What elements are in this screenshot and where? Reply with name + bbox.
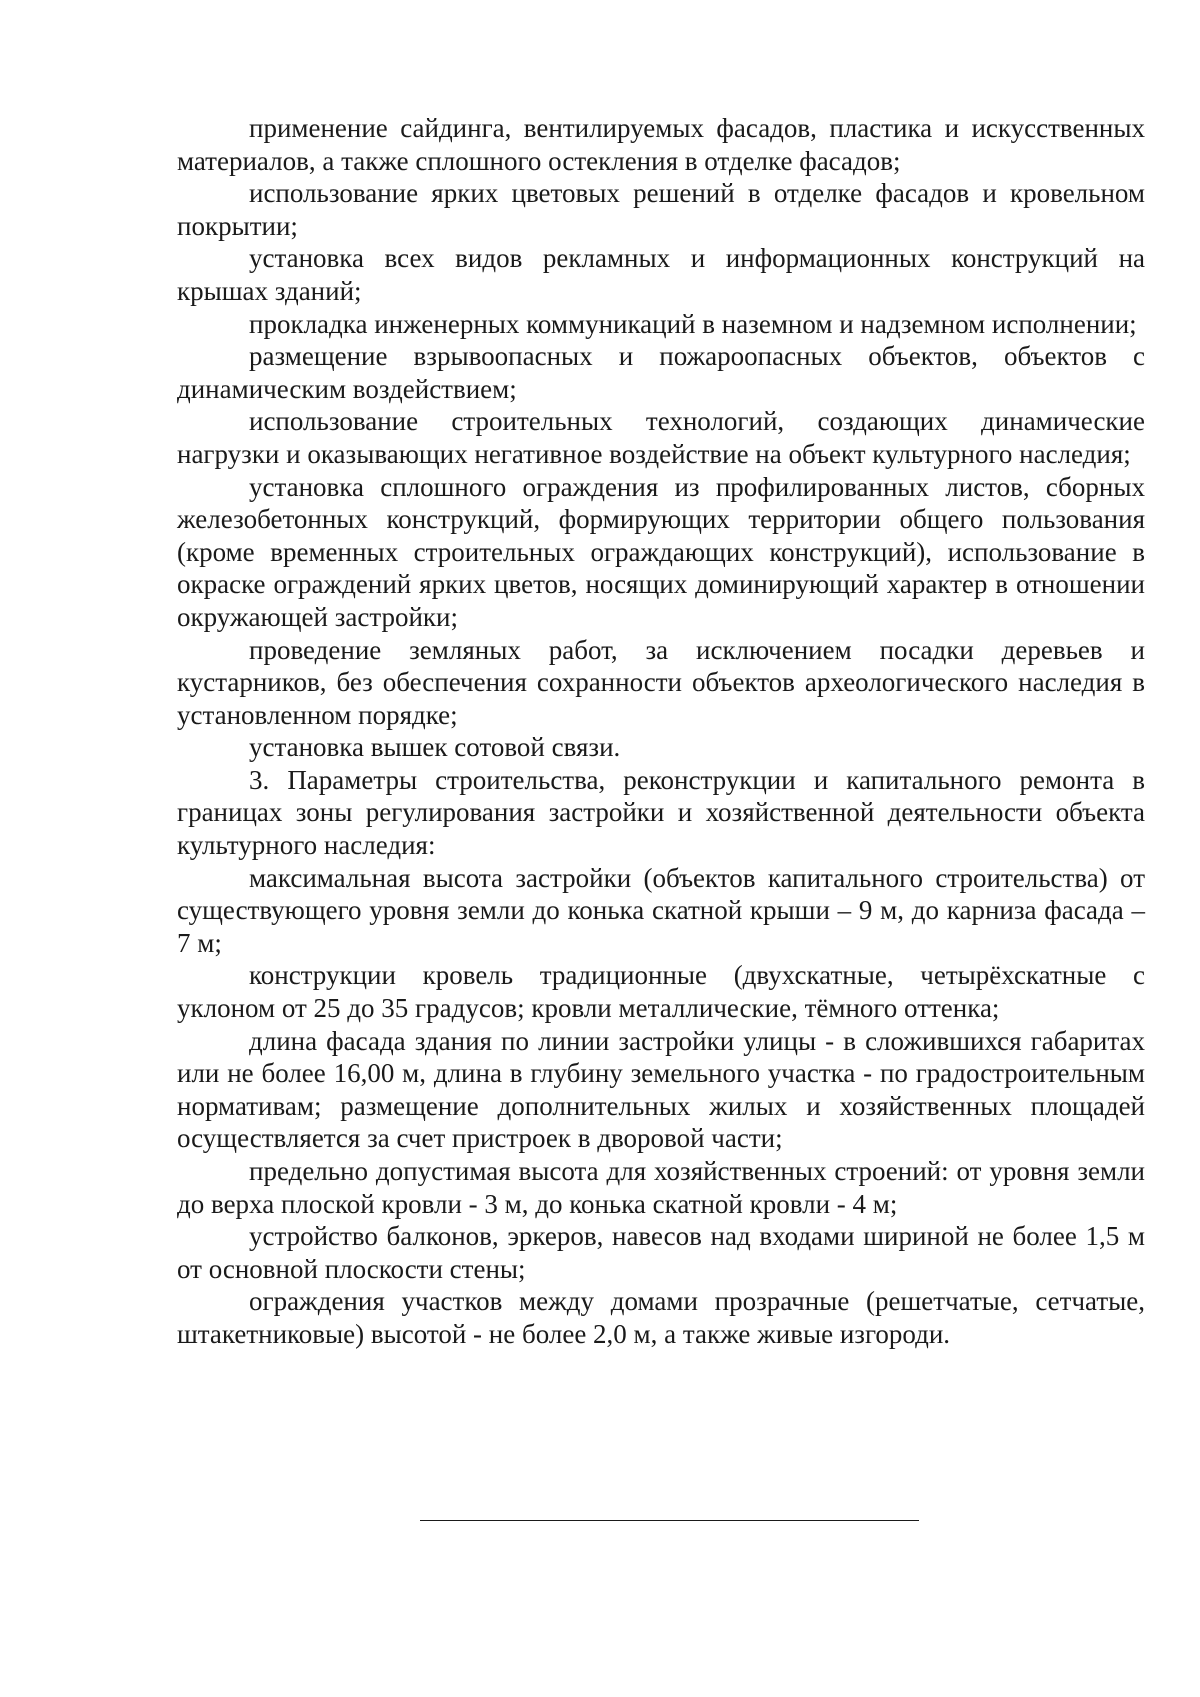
paragraph-roof-structures: конструкции кровель традиционные (двухскатные, четырёхскатные с уклоном от 25 до 35 градусов; кровли металлические, тёмного оттенка;	[177, 960, 1145, 1024]
section-3-heading: 3. Параметры строительства, реконструкции и капитального ремонта в границах зоны регулирования застройки и хозяйственной деятельности объекта культурного наследия:	[177, 764, 1145, 861]
paragraph-max-height: максимальная высота застройки (объектов капитального строительства) от существующего уровня земли до конька скатной крыши – 9 м, до карниза фасада – 7 м;	[177, 862, 1145, 958]
paragraph-siding-ban: применение сайдинга, вентилируемых фасадов, пластика и искусственных материалов, а также сплошного остекления в отделке фасадов;	[177, 113, 1145, 176]
paragraph-rooftop-ads-ban: установка всех видов рекламных и информационных конструкций на крышах зданий;	[177, 243, 1145, 306]
paragraph-earthworks-ban: проведение земляных работ, за исключением посадки деревьев и кустарников, без обеспечения сохранности объектов археологического наследия в установленном порядке;	[177, 634, 1145, 730]
paragraph-construction-tech-ban: использование строительных технологий, создающих динамические нагрузки и оказывающих негативное воздействие на объект культурного наследия;	[177, 406, 1145, 469]
end-of-document-divider	[420, 1520, 919, 1521]
document-body	[177, 112, 1145, 1351]
paragraph-outbuilding-height: предельно допустимая высота для хозяйственных строений: от уровня земли до верха плоской кровли - 3 м, до конька скатной кровли - 4 м;	[177, 1156, 1145, 1219]
paragraph-balconies: устройство балконов, эркеров, навесов над входами шириной не более 1,5 м от основной плоскости стены;	[177, 1221, 1145, 1284]
paragraph-utilities-ban: прокладка инженерных коммуникаций в наземном и надземном исполнении;	[249, 308, 1137, 339]
paragraph-facade-length: длина фасада здания по линии застройки улицы - в сложившихся габаритах или не более 16,00 м, длина в глубину земельного участка - по градостроительным нормативам; размещение дополнительных жилых и хозяйственных площадей осуществляется за счет пристроек в дворовой части;	[177, 1025, 1145, 1154]
paragraph-hazardous-objects-ban: размещение взрывоопасных и пожароопасных объектов, объектов с динамическим воздействием;	[177, 341, 1145, 404]
paragraph-bright-colors-ban: использование ярких цветовых решений в отделке фасадов и кровельном покрытии;	[177, 178, 1145, 241]
paragraph-cell-towers-ban: установка вышек сотовой связи.	[249, 732, 621, 763]
paragraph-fences: ограждения участков между домами прозрачные (решетчатые, сетчатые, штакетниковые) высотой - не более 2,0 м, а также живые изгороди.	[177, 1286, 1145, 1349]
paragraph-solid-fence-ban: установка сплошного ограждения из профилированных листов, сборных железобетонных конструкций, формирующих территории общего пользования (кроме временных строительных ограждающих конструкций), использование в окраске ограждений ярких цветов, носящих доминирующий характер в отношении окружающей застройки;	[177, 471, 1145, 632]
